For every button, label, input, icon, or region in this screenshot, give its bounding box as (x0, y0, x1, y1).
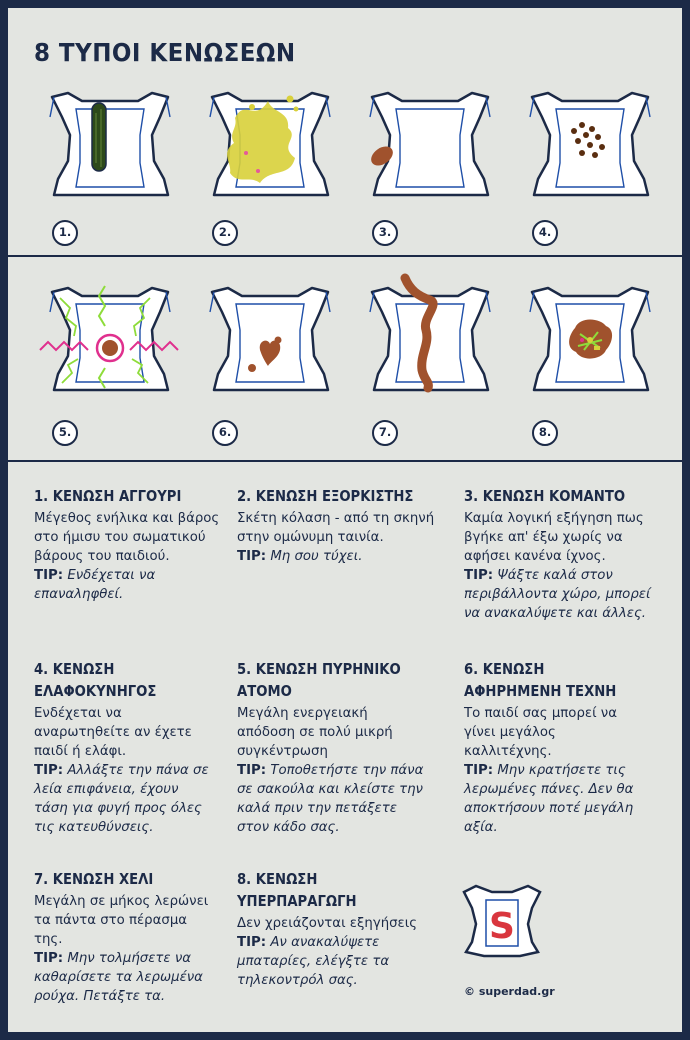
diaper-cucumber (40, 83, 190, 253)
heading: 3. ΚΕΝΩΣΗ ΚΟΜΑΝΤΟ (464, 487, 626, 505)
diaper-exorcist (200, 83, 350, 253)
superdad-logo (462, 880, 542, 960)
number-badge: 8. (532, 420, 558, 446)
nuclear-poop-icon (102, 340, 118, 356)
heading: 6. ΚΕΝΩΣΗ ΑΦΗΡΗΜΕΝΗ ΤΕΧΝΗ (464, 660, 617, 700)
text: Μεγάλη ενεργειακή απόδοση σε πολύ μικρή συγκέντρωση TIP: Τοποθετήστε την πάνα σε σακούλα και κλείστε την καλά πριν την πετάξετε στον κάδο σας. (237, 706, 424, 835)
diaper-nuclear (40, 278, 190, 448)
description-7 (34, 868, 214, 1006)
number-badge: 3. (372, 220, 398, 246)
description-2 (237, 485, 437, 566)
text: Μέγεθος ενήλικα και βάρος στο ήμισυ του σωματικού βάρους του παιδιού. TIP: Ενδέχεται να επαναληφθεί. (34, 511, 220, 602)
cucumber-poop-icon (92, 103, 106, 171)
diaper-icon (520, 83, 670, 203)
heading: 2. ΚΕΝΩΣΗ ΕΞΟΡΚΙΣΤΗΣ (237, 487, 414, 505)
divider-middle (8, 460, 682, 462)
text: Σκέτη κόλαση - από τη σκηνή στην ομώνυμη ταινία. TIP: Μη σου τύχει. (237, 511, 435, 564)
diaper-icon (360, 278, 510, 398)
number-badge: 6. (212, 420, 238, 446)
text: Το παιδί σας μπορεί να γίνει μεγάλος καλλιτέχνης. TIP: Μην κρατήσετε τις λερωμένες πάνες. Δεν θα αποκτήσουν ποτέ μεγάλη αξία. (464, 706, 634, 835)
description-3 (464, 485, 664, 623)
text: Καμία λογική εξήγηση πως βγήκε απ' έξω χωρίς να αφήσει κανένα ίχνος. TIP: Ψάξτε καλά στον περιβάλλοντα χώρο, μπορεί να ανακαλύψετε και άλλες. (464, 511, 651, 621)
heading: 4. ΚΕΝΩΣΗ ΕΛΑΦΟΚΥΝΗΓΟΣ (34, 660, 157, 700)
diaper-abstract-art (200, 278, 350, 448)
text: Μεγάλη σε μήκος λερώνει τα πάντα στο πέρασμα της. TIP: Μην τολμήσετε να καθαρίσετε τα λερωμένα ρούχα. Πετάξτε τα. (34, 894, 209, 1004)
heading: 5. ΚΕΝΩΣΗ ΠΥΡΗΝΙΚΟ ΑΤΟΜΟ (237, 660, 401, 700)
diaper-overproduction (520, 278, 670, 448)
diaper-deer (520, 83, 670, 253)
description-4 (34, 658, 214, 837)
text: Δεν χρειάζονται εξηγήσεις TIP: Αν ανακαλύψετε μπαταρίες, ελέγξτε τα τηλεκοντρόλ σας. (237, 916, 418, 988)
description-1 (34, 485, 234, 604)
diaper-commando (360, 83, 510, 253)
diaper-eel (360, 278, 510, 448)
divider-top (8, 255, 682, 257)
number-badge: 5. (52, 420, 78, 446)
heading: 7. ΚΕΝΩΣΗ ΧΕΛΙ (34, 870, 154, 888)
description-5 (237, 658, 427, 837)
credit: © superdad.gr (464, 985, 555, 998)
logo-letter: S (489, 906, 515, 947)
number-badge: 2. (212, 220, 238, 246)
diaper-icon (200, 83, 350, 203)
diaper-icon (520, 278, 670, 398)
page-title: 8 ΤΥΠΟΙ ΚΕΝΩΣΕΩΝ (34, 38, 296, 67)
number-badge: 1. (52, 220, 78, 246)
infographic-frame (8, 8, 682, 1032)
heading: 1. ΚΕΝΩΣΗ ΑΓΓΟΥΡΙ (34, 487, 182, 505)
number-badge: 7. (372, 420, 398, 446)
description-6 (464, 658, 644, 837)
diaper-icon (360, 83, 510, 203)
number-badge: 4. (532, 220, 558, 246)
heading: 8. ΚΕΝΩΣΗ ΥΠΕΡΠΑΡΑΓΩΓΗ (237, 870, 357, 910)
text: Ενδέχεται να αναρωτηθείτε αν έχετε παιδί ή ελάφι. TIP: Αλλάξτε την πάνα σε λεία επιφάνεια, έχουν τάση για φυγή προς όλες τις κατευθύνσεις. (34, 706, 209, 835)
diaper-icon (200, 278, 350, 398)
diaper-icon (40, 83, 190, 203)
description-8 (237, 868, 427, 990)
diaper-icon (40, 278, 190, 398)
